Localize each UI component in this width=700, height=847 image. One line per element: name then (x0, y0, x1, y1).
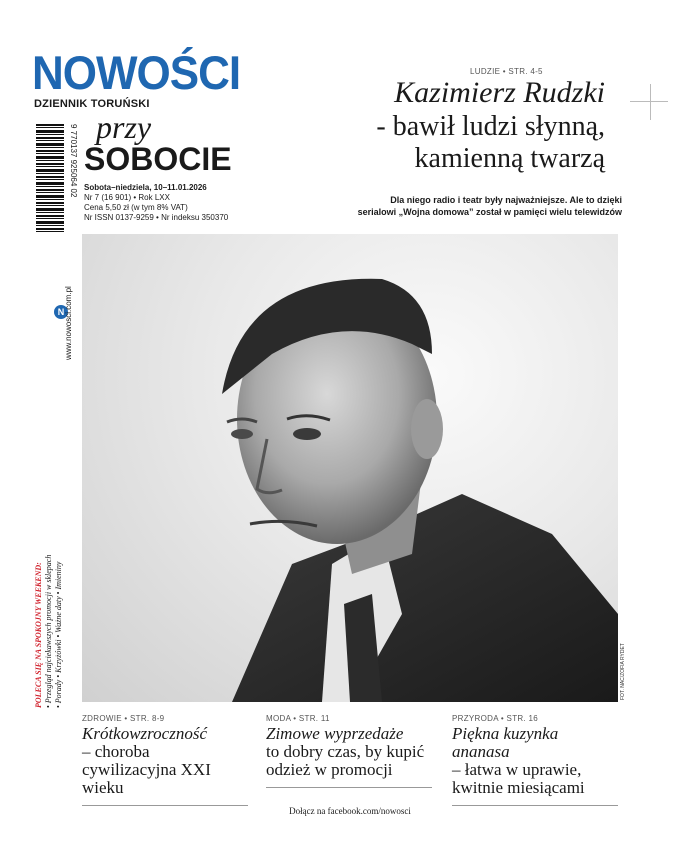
headline-subtitle[interactable] (275, 111, 605, 175)
side-website[interactable] (64, 286, 76, 420)
teaser-title: Krótkowzroczność (82, 724, 207, 743)
nowosci-n-icon: N (54, 305, 68, 319)
facebook-link[interactable]: Dołącz na facebook.com/nowosci (289, 806, 411, 816)
cover-photo[interactable] (82, 234, 618, 702)
teaser-rule (266, 787, 432, 788)
teaser-nature[interactable] (452, 714, 618, 806)
issue-date: Sobota–niedziela, 10–11.01.2026 (84, 183, 207, 192)
supplement-sobocie: SOBOCIE (84, 141, 232, 177)
headline-lead (322, 194, 622, 218)
teaser-health[interactable] (82, 714, 248, 806)
teaser-body: – choroba cywilizacyjna XXI wieku (82, 742, 211, 797)
teaser-body: – łatwa w uprawie, kwitnie miesiącami (452, 760, 585, 797)
promo-title: POLECA SIĘ NA SPOKOJNY WEEKEND: (34, 562, 43, 708)
issue-price: Cena 5,50 zł (w tym 8% VAT) (84, 203, 188, 212)
teaser-kicker: ZDROWIE • STR. 8-9 (82, 714, 165, 723)
teaser-title: Piękna kuzynka ananasa (452, 724, 559, 761)
lead-line-2: serialowi „Wojna domowa” został w pamięci wielu telewidzów (357, 207, 622, 217)
issue-info (84, 183, 228, 223)
headline-line-1: - bawił ludzi słynną, (376, 111, 605, 142)
teaser-fashion[interactable] (266, 714, 432, 788)
website-text: www.nowosci.com.pl (64, 286, 73, 360)
teaser-title: Zimowe wyprzedaże (266, 724, 404, 743)
barcode-number: 9 770137 925064 02 (69, 124, 78, 198)
crop-mark-vertical (650, 84, 651, 120)
supplement-przy: przy (96, 109, 152, 145)
teaser-body: to dobry czas, by kupić odzież w promocji (266, 742, 425, 779)
issue-number: Nr 7 (16 901) • Rok LXX (84, 193, 170, 202)
teaser-kicker: MODA • STR. 11 (266, 714, 330, 723)
headline-kicker: LUDZIE • STR. 4-5 (470, 67, 543, 76)
headline-name[interactable]: Kazimierz Rudzki (394, 76, 605, 109)
side-promo (28, 548, 68, 708)
teaser-kicker: PRZYRODA • STR. 16 (452, 714, 538, 723)
headline-line-2: kamienną twarzą (414, 143, 605, 174)
masthead-logo: NOWOŚCI (32, 46, 241, 100)
promo-line-1: • Przegląd najciekawszych promocji w sklepach (44, 554, 53, 708)
barcode (36, 124, 64, 234)
promo-line-2: • Porady • Krzyżówki • Ważne daty • Imieniny (54, 561, 63, 708)
crop-mark-horizontal (630, 101, 668, 102)
lead-line-1: Dla niego radio i teatr były najważniejsze. Ale to dzięki (390, 195, 622, 205)
masthead-subtitle: DZIENNIK TORUŃSKI (34, 98, 150, 110)
photo-credit: FOT. NAC/ZOFIA RYDET (620, 643, 626, 700)
issue-issn: Nr ISSN 0137-9259 • Nr indeksu 350370 (84, 213, 229, 222)
portrait-illustration (82, 234, 618, 702)
